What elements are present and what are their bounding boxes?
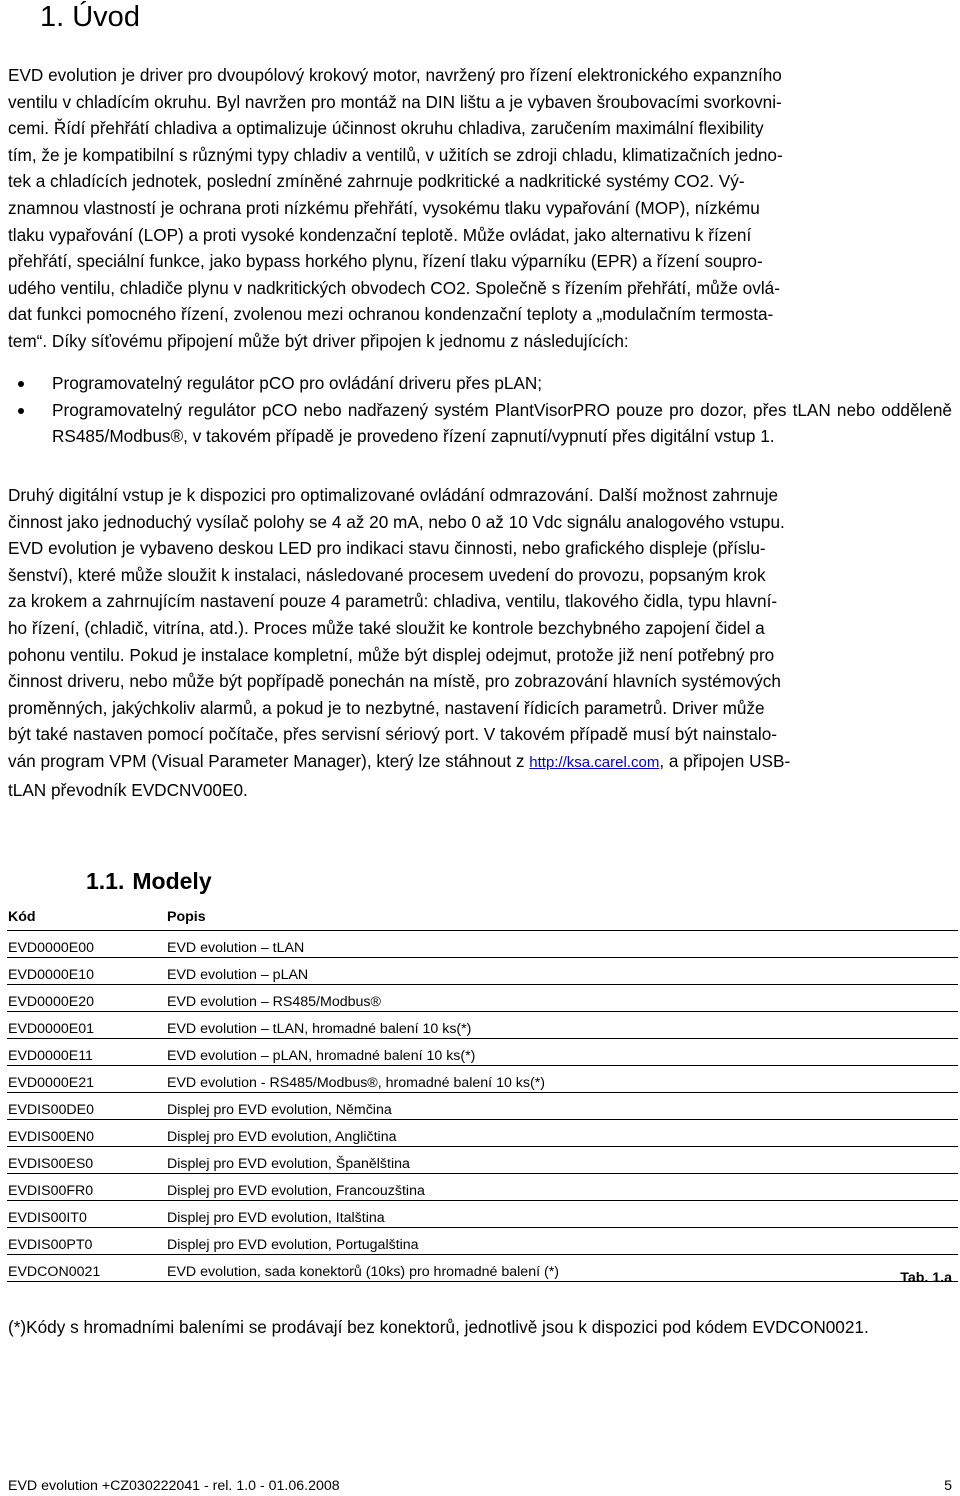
model-description-cell: Displej pro EVD evolution, Italština (166, 1201, 958, 1228)
paragraph-line: šenství), které může sloužit k instalaci, následované procesem uvedení do provozu, popsaným krok (8, 564, 766, 585)
table-row (7, 1255, 958, 1282)
download-link[interactable]: http://ksa.carel.com (529, 753, 660, 771)
section-number: 1.1. (86, 868, 125, 894)
text-after-link: , a připojen USB- (659, 750, 791, 771)
paragraph-line: proměnných, jakýchkoliv alarmů, a pokud je to nezbytné, nastavení řídicích parametrů. Driver může (8, 697, 765, 718)
table-row (7, 1228, 958, 1255)
footnote: (*)Kódy s hromadními baleními se prodávají bez konektorů, jednotlivě jsou k dispozici pod kódem EVDCON0021. (8, 1317, 869, 1337)
table-header-row (7, 904, 958, 931)
model-code-cell: EVDIS00PT0 (7, 1228, 166, 1255)
model-code-cell: EVDIS00ES0 (7, 1147, 166, 1174)
paragraph-line: EVD evolution je driver pro dvoupólový krokový motor, navržený pro řízení elektronického expanzního (8, 65, 782, 85)
model-code-cell: EVD0000E11 (7, 1039, 166, 1066)
table-caption: Tab. 1.a (900, 1270, 952, 1286)
model-description-cell: Displej pro EVD evolution, Portugalština (166, 1228, 958, 1255)
table-row (7, 958, 958, 985)
model-description-cell: EVD evolution, sada konektorů (10ks) pro hromadné balení (*) (166, 1255, 958, 1282)
paragraph-line: znamnou vlastností je ochrana proti nízkému přehřátí, vysokému tlaku vypařování (MOP), nízkému (8, 197, 760, 218)
model-description-cell: EVD evolution – tLAN, hromadné balení 10 ks(*) (166, 1012, 958, 1039)
paragraph-line: Druhý digitální vstup je k dispozici pro optimalizované ovládání odmrazování. Další možnost zahrnuje (8, 485, 779, 505)
table-row (7, 1066, 958, 1093)
page-title: 1. Úvod (40, 1, 140, 33)
table-row (7, 1039, 958, 1066)
paragraph-line: tlaku vypařování (LOP) a proti vysoké kondenzační teplotě. Může ovládat, jako alternativu k řízení (8, 224, 752, 245)
connection-options-list (8, 370, 952, 450)
bullet-icon (18, 408, 24, 414)
model-code-cell: EVDIS00IT0 (7, 1201, 166, 1228)
paragraph-line: přehřátí, speciální funkce, jako bypass horkého plynu, řízení tlaku výparníku (EPR) a řízení soupro- (8, 251, 763, 272)
list-item-text: Programovatelný regulátor pCO pro ovládání driveru přes pLAN; (52, 373, 543, 393)
model-code-cell: EVDIS00DE0 (7, 1093, 166, 1120)
paragraph-line: ho řízení, (chladič, vitrína, atd.). Proces může také sloužit ke kontrole bezchybného zapojení čidel a (8, 617, 765, 638)
table-row (7, 1147, 958, 1174)
bullet-icon (18, 381, 24, 387)
table-row (7, 1012, 958, 1039)
paragraph-line: EVD evolution je vybaveno deskou LED pro indikaci stavu činnosti, nebo grafického displeje (příslu- (8, 538, 766, 559)
model-description-cell: EVD evolution – pLAN (166, 958, 958, 985)
section-title: Modely (132, 868, 212, 894)
model-code-cell: EVD0000E00 (7, 931, 166, 958)
model-description-cell: Displej pro EVD evolution, Francouzština (166, 1174, 958, 1201)
paragraph-line: cemi. Řídí přehřátí chladiva a optimalizuje účinnost okruhu chladiva, zaručením maximální flexibility (8, 118, 764, 139)
text-before-link: ván program VPM (Visual Parameter Manager), který lze stáhnout z (8, 750, 530, 771)
paragraph-line (8, 748, 952, 777)
model-code-cell: EVDCON0021 (7, 1255, 166, 1282)
table-row (7, 1201, 958, 1228)
page-number: 5 (944, 1478, 952, 1494)
paragraph-line: ventilu v chladícím okruhu. Byl navržen pro montáž na DIN lištu a je vybaven šroubovacími svorkovni- (8, 91, 782, 112)
model-code-cell: EVD0000E21 (7, 1066, 166, 1093)
paragraph-line: tem“. Díky síťovému připojení může být driver připojen k jednomu z následujících: (8, 330, 629, 351)
paragraph-line: činnost jako jednoduchý vysílač polohy se 4 až 20 mA, nebo 0 až 10 Vdc signálu analogového vstupu. (8, 511, 785, 532)
list-item (8, 370, 952, 397)
paragraph-line: za krokem a zahrnujícím nastavení pouze 4 parametrů: chladiva, ventilu, tlakového čidla, typu hlavní- (8, 591, 778, 612)
model-code-cell: EVDIS00FR0 (7, 1174, 166, 1201)
model-code-cell: EVDIS00EN0 (7, 1120, 166, 1147)
model-code-cell: EVD0000E10 (7, 958, 166, 985)
paragraph-line: tLAN převodník EVDCNV00E0. (8, 779, 248, 800)
model-description-cell: EVD evolution – RS485/Modbus® (166, 985, 958, 1012)
table-row (7, 1093, 958, 1120)
model-description-cell: Displej pro EVD evolution, Španělština (166, 1147, 958, 1174)
table-row (7, 1120, 958, 1147)
footer-document-id: EVD evolution +CZ030222041 - rel. 1.0 - 01.06.2008 (8, 1478, 340, 1494)
list-item-text: Programovatelný regulátor pCO nebo nadřazený systém PlantVisorPRO pouze pro dozor, přes tLAN nebo odděleně RS485/Modbus®, v takovém případě je provedeno řízení zapnutí/vypnutí přes digitální vstup 1. (52, 399, 952, 447)
model-description-cell: Displej pro EVD evolution, Němčina (166, 1093, 958, 1120)
section-heading-models (86, 866, 212, 896)
table-row (7, 985, 958, 1012)
model-code-cell: EVD0000E01 (7, 1012, 166, 1039)
model-description-cell: EVD evolution – tLAN (166, 931, 958, 958)
description-paragraph (8, 482, 952, 803)
list-item (8, 397, 952, 450)
model-description-cell: Displej pro EVD evolution, Angličtina (166, 1120, 958, 1147)
paragraph-line: činnost driveru, nebo může být popřípadě ponechán na místě, pro zobrazování hlavních systémových (8, 671, 781, 692)
paragraph-line: být také nastaven pomocí počítače, přes servisní sériový port. V takovém případě musí být nainstalo- (8, 724, 778, 745)
paragraph-line: udého ventilu, chladiče plynu v nadkritických obvodech CO2. Společně s řízením přehřátí, může ovlá- (8, 277, 780, 298)
paragraph-line: pohonu ventilu. Pokud je instalace kompletní, může být displej odejmut, protože již není potřebný pro (8, 644, 775, 665)
table-row (7, 1174, 958, 1201)
intro-paragraph (8, 62, 952, 355)
column-header-code: Kód (7, 904, 166, 931)
model-code-cell: EVD0000E20 (7, 985, 166, 1012)
paragraph-line: tím, že je kompatibilní s různými typy chladiv a ventilů, v užitích se zdroji chladu, klimatizačních jedno- (8, 144, 783, 165)
model-description-cell: EVD evolution – pLAN, hromadné balení 10 ks(*) (166, 1039, 958, 1066)
table-row (7, 931, 958, 958)
paragraph-line: dat funkci pomocného řízení, zvolenou mezi ochranou kondenzační teploty a „modulačním termosta- (8, 304, 774, 325)
paragraph-line: tek a chladících jednotek, poslední zmíněné zahrnuje podkritické a nadkritické systémy CO2. Vý- (8, 171, 745, 192)
column-header-description: Popis (166, 904, 958, 931)
model-description-cell: EVD evolution - RS485/Modbus®, hromadné balení 10 ks(*) (166, 1066, 958, 1093)
models-table (7, 904, 958, 1282)
